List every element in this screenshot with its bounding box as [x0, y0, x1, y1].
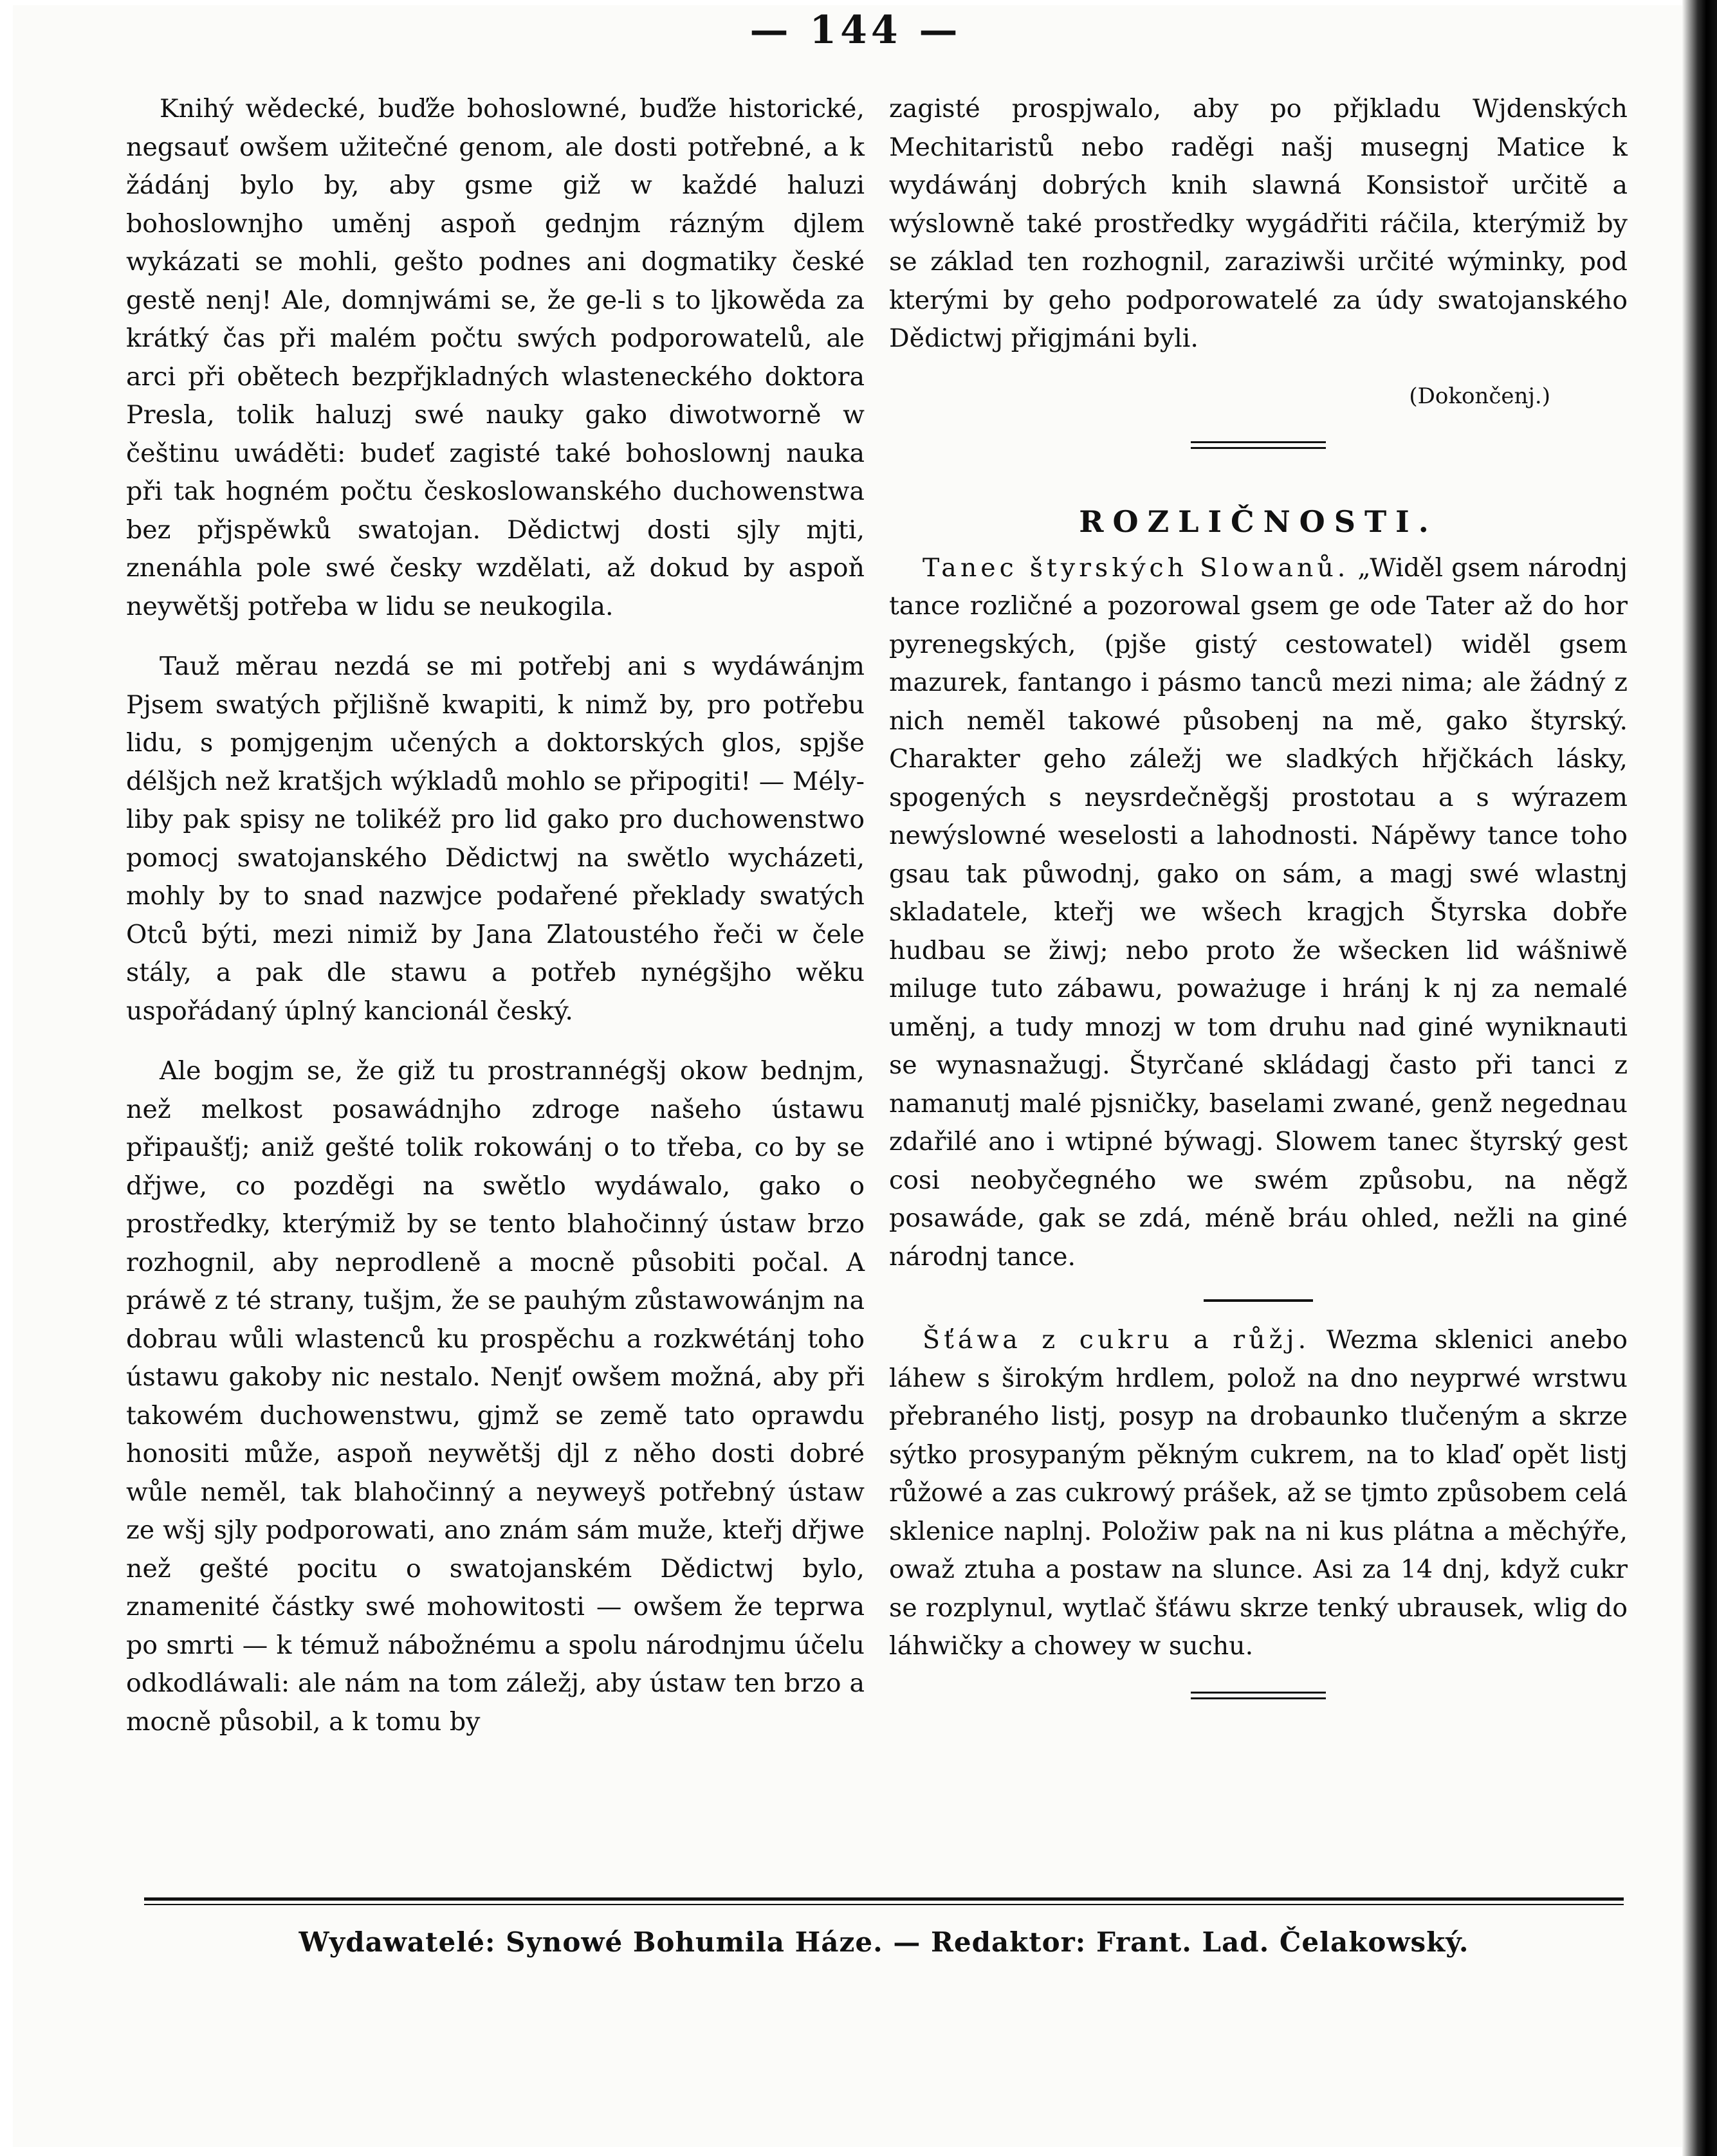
- signoff: (Dokončenj.): [1409, 383, 1550, 409]
- left-paragraph-3: Ale bogjm se, že giž tu prostrannégšj okow bednjm, než melkost posawádnjho zdroge našeho ústawu připaušťj; aniž gešté tolik rokowánj o to třeba, co by se dřjwe, co pozděgi na swětlo wydáwalo, gako o prostředky, kterýmiž by se tento blahočinný ústaw brzo rozhognil, aby neprodleně a mocně působiti počal. A práwě z té strany, tušjm, že se pauhým zůstawowánjm na dobrau wůli wlastenců ku prospěchu a rozkwétánj toho ústawu gakoby nic nestalo. Nenjť owšem možná, aby při takowém duchowenstwu, gjmž se země tato oprawdu honositi může, aspoň neywětšj djl z něho dosti dobré wůle neměl, tak blahočinný a neyweyš potřebný ústaw ze wšj sjly podporowati, ano znám sám muže, kteřj dřjwe než gešté pocitu o swatojanském Dědictwj bylo, znamenité částky swé mohowitosti — owšem že teprwa po smrti — k témuž nábožnému a spolu národnjmu účelu odkodláwali: ale nám na tom záležj, aby ústaw ten brzo a mocně působil, a k tomu by: [126, 1056, 865, 1737]
- article-tanec-heading: Tanec štyrských Slowanů.: [923, 553, 1350, 583]
- right-column: [889, 90, 1628, 1699]
- left-paragraph-1: Knihý wědecké, buďže bohoslowné, buďže historické, negsauť owšem užitečné genom, ale dosti potřebné, a k žádánj bylo by, aby gsme giž w každé haluzi bohoslownjho uměnj aspoň gednjm rázným djlem wykázati se mohli, gešto podnes ani dogmatiky české gestě nenj! Ale, domnjwámi se, že ge-li s to ljkowěda za krátký čas při malém počtu swých podporowatelů, ale arci při obětech bezpřjkladných wlasteneckého doktora Presla, tolik haluzj swé nauky gako diwotworně w češtinu uwáděti: budeť zagisté také bohoslownj nauka při tak hogném počtu českoslowanského duchowenstwa bez přjspěwků swatojan. Dědictwj dosti sjly mjti, znenáhla pole swé česky wzdělati, až dokud by aspoň neywětšj potřeba w lidu se neukogila.: [126, 94, 865, 621]
- left-paragraph-2: Tauž měrau nezdá se mi potřebj ani s wydáwánjm Pjsem swatých přjlišně kwapiti, k nimž by, pro potřebu lidu, s pomjgenjm učených a doktorských glos, spjše délšjch než kratšjch wýkladů mohlo se připogiti! — Mély-liby pak spisy ne tolikéž pro lid gako pro duchowenstwo pomocj swatojanského Dědictwj na swětlo wycházeti, mohly by to snad nazwjce podařené překlady swatých Otců býti, mezi nimiž by Jana Zlatoustého řeči w čele stály, a pak dle stawu a potřeb nynégšjho wěku uspořádaný úplný kancionál český.: [126, 652, 865, 1026]
- double-divider: [1191, 441, 1326, 449]
- imprint-footer: Wydawatelé: Synowé Bohumila Háze. — Redaktor: Frant. Lad. Čelakowský.: [298, 1926, 1469, 1958]
- article-stawa-text: Wezma sklenici anebo láhew s širokým hrdlem, polož na dno neyprwé wrstwu přebraného listj, posyp na drobaunko tlučeným a skrze sýtko prosypaným pěkným cukrem, na to klaď opět listj růžowé a zas cukrowý prášek, až se tjmto způsobem celá sklenice naplnj. Položiw pak na ni kus plátna a měchýře, owaž ztuha a postaw na slunce. Asi za 14 dnj, když cukr se rozplynul, wytlač šťáwu skrze tenký ubrausek, wlig do láhwičky a chowey w suchu.: [889, 1325, 1628, 1661]
- section-title: ROZLIČNOSTI.: [1079, 504, 1438, 539]
- footer-rule: [144, 1897, 1624, 1901]
- article-tanec: [889, 549, 1628, 1277]
- article-stawa: [889, 1321, 1628, 1666]
- article-tanec-text: „Widěl gsem národnj tance rozličné a pozorowal gsem ge ode Tater až do hor pyrenegských, (pjše gistý cestowatel) widěl gsem mazurek, fantango i pásmo tanců mezi nima; ale žádný z nich neměl takowé působenj na mě, gako štyrský. Charakter geho záležj we sladkých hřjčkách lásky, spogených s neysrdečněgšj prostotau a s wýrazem newýslowné weselosti a lahodnosti. Nápěwy tance toho gsau tak půwodnj, gako on sám, a magj swé wlastnj skladatele, kteřj we wšech kragjch Štyrska dobře hudbau se žiwj; nebo proto že wšecken lid wášniwě miluge tuto zábawu, poważuge i hránj k nj za nemalé uměnj, a tudy mnozj w tom druhu nad giné wyniknauti se wynasnažugj. Štyrčané skládagj často při tanci z namanutj malé pjsničky, baselami zwané, genž negednau zdařilé ano i wtipné býwagj. Slowem tanec štyrský gest cosi neobyčegného we swém způsobu, na něgž posawáde, gak se zdá, méně bráu ohled, nežli na giné národnj tance.: [889, 553, 1628, 1272]
- page-number: — 144 —: [749, 8, 962, 53]
- continued-paragraph: zagisté prospjwalo, aby po přjkladu Wjdenských Mechitaristů nebo raděgi našj musegnj Matice k wydáwánj dobrých knih slawná Konsistoř určitě a wýslowně také prostředky wygádřiti ráčila, kterýmiž by se základ ten rozhognil, zaraziwši určité wýminky, pod kterými by geho podporowatelé za údy swatojanského Dědictwj přigjmáni byli.: [889, 94, 1628, 353]
- single-divider: [1204, 1299, 1313, 1302]
- footer-rule-thin: [144, 1904, 1624, 1905]
- end-divider: [1191, 1692, 1326, 1699]
- left-column: [126, 90, 865, 1741]
- article-stawa-heading: Šťáwa z cukru a růžj.: [923, 1325, 1310, 1355]
- scan-edge: [1682, 0, 1717, 2156]
